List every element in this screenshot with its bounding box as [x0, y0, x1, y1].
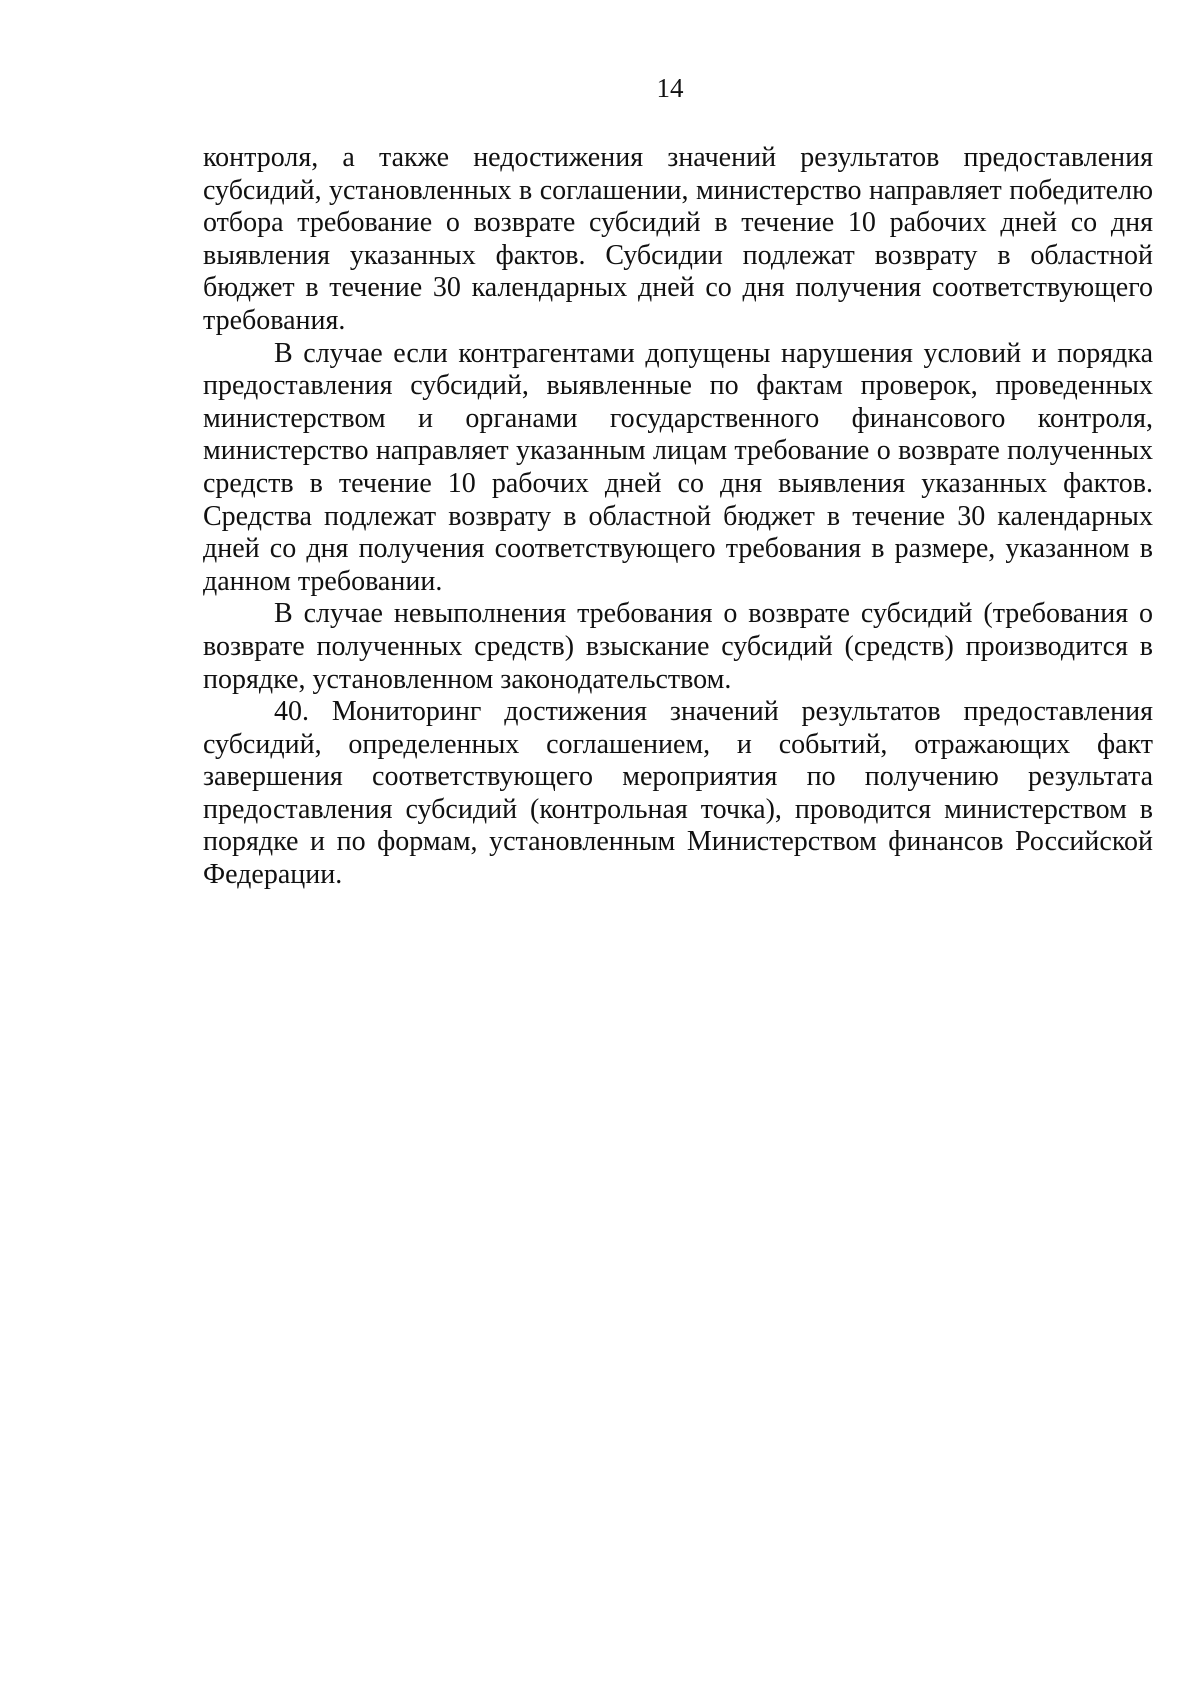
- paragraph-40-monitoring: 40. Мониторинг достижения значений результатов предоставления субсидий, определенных соглашением, и событий, отражающих факт завершения соответствующего мероприятия по получению результата предоставления субсидий (контрольная точка), проводится министерством в порядке и по формам, установленным Министерством финансов Российской Федерации.: [203, 696, 1153, 891]
- document-body: [203, 142, 1153, 892]
- page-number: 14: [656, 73, 684, 103]
- paragraph-contractors-violations: В случае если контрагентами допущены нарушения условий и порядка предоставления субсидий, выявленные по фактам проверок, проведенных министерством и органами государственного финансового контроля, министерство направляет указанным лицам требование о возврате полученных средств в течение 10 рабочих дней со дня выявления указанных фактов. Средства подлежат возврату в областной бюджет в течение 30 календарных дней со дня получения соответствующего требования в размере, указанном в данном требовании.: [203, 337, 1153, 597]
- paragraph-non-compliance: В случае невыполнения требования о возврате субсидий (требования о возврате полученных средств) взыскание субсидий (средств) производится в порядке, установленном законодательством.: [203, 598, 1153, 695]
- paragraph-continuation: контроля, а также недостижения значений результатов предоставления субсидий, установленных в соглашении, министерство направляет победителю отбора требование о возврате субсидий в течение 10 рабочих дней со дня выявления указанных фактов. Субсидии подлежат возврату в областной бюджет в течение 30 календарных дней со дня получения соответствующего требования.: [203, 142, 1153, 336]
